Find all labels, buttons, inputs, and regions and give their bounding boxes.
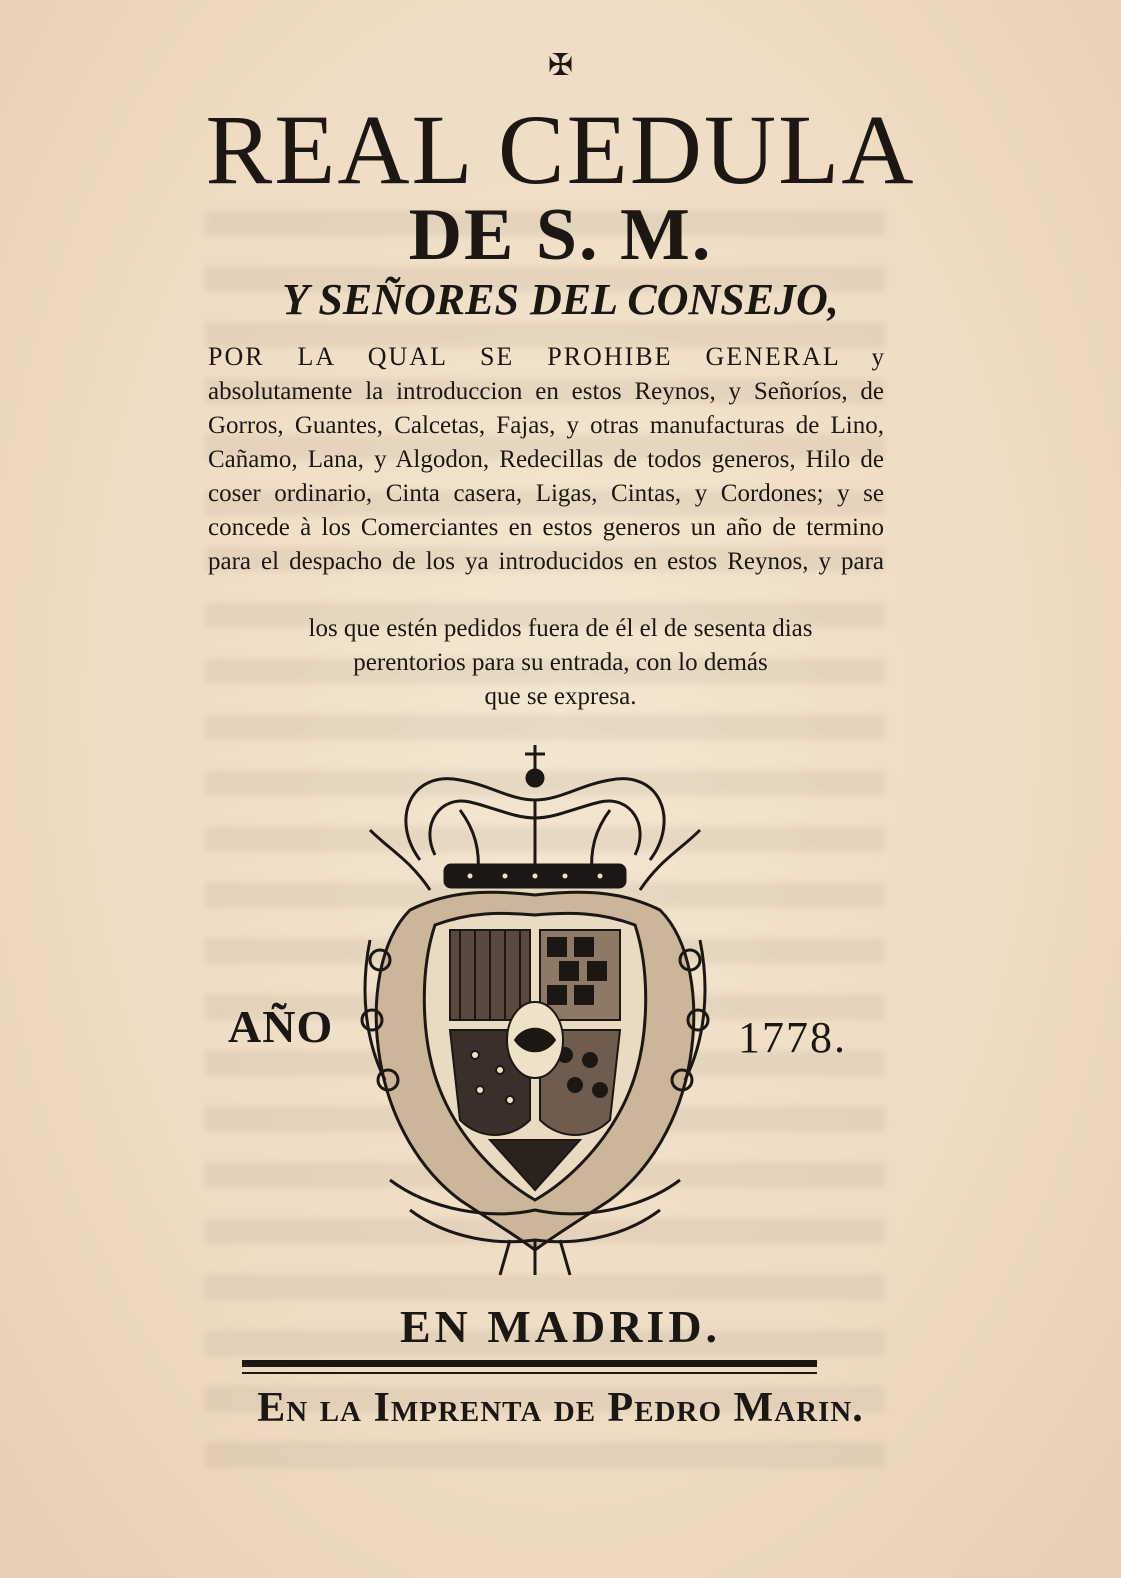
cross-ornament-icon: ✠ <box>547 48 574 83</box>
decree-tail-line-1: los que estén pedidos fuera de él el de sesenta dias <box>308 615 813 642</box>
title-line-2: DE S. M. <box>408 194 713 276</box>
decree-text: y absolutamente la introduccion en estos Reynos, y Señoríos, de Gorros, Guantes, Calcetas, Fajas, y otras manufacturas de Lino, Cañamo, Lana, y Algodon, Redecillas de todos generos, Hilo de coser ordinario, Cinta casera, Ligas, Cintas, y Cordones; y se concede à los Comerciantes en estos generos un año de termino para el despacho de los ya introducidos en estos Reynos, y para <box>208 344 884 575</box>
divider-rule <box>242 1360 817 1367</box>
decree-lead: POR LA QUAL SE PROHIBE GENERAL <box>208 342 841 371</box>
divider-rule-thin <box>242 1372 817 1374</box>
decree-tail <box>0 612 1121 714</box>
royal-coat-of-arms-icon <box>350 740 720 1280</box>
imprint-city: EN MADRID. <box>399 1301 722 1352</box>
imprint-printer: En la Imprenta de Pedro Marin. <box>257 1385 864 1431</box>
year-number: 1778. <box>738 1013 847 1062</box>
decree-tail-line-3: que se expresa. <box>484 683 637 710</box>
decree-tail-line-2: perentorios para su entrada, con lo demás <box>353 649 768 676</box>
title-line-3: Y SEÑORES DEL CONSEJO, <box>282 275 839 324</box>
year-label: AÑO <box>228 1001 334 1052</box>
decree-summary <box>208 340 884 579</box>
title-line-1: REAL CEDULA <box>205 94 916 205</box>
